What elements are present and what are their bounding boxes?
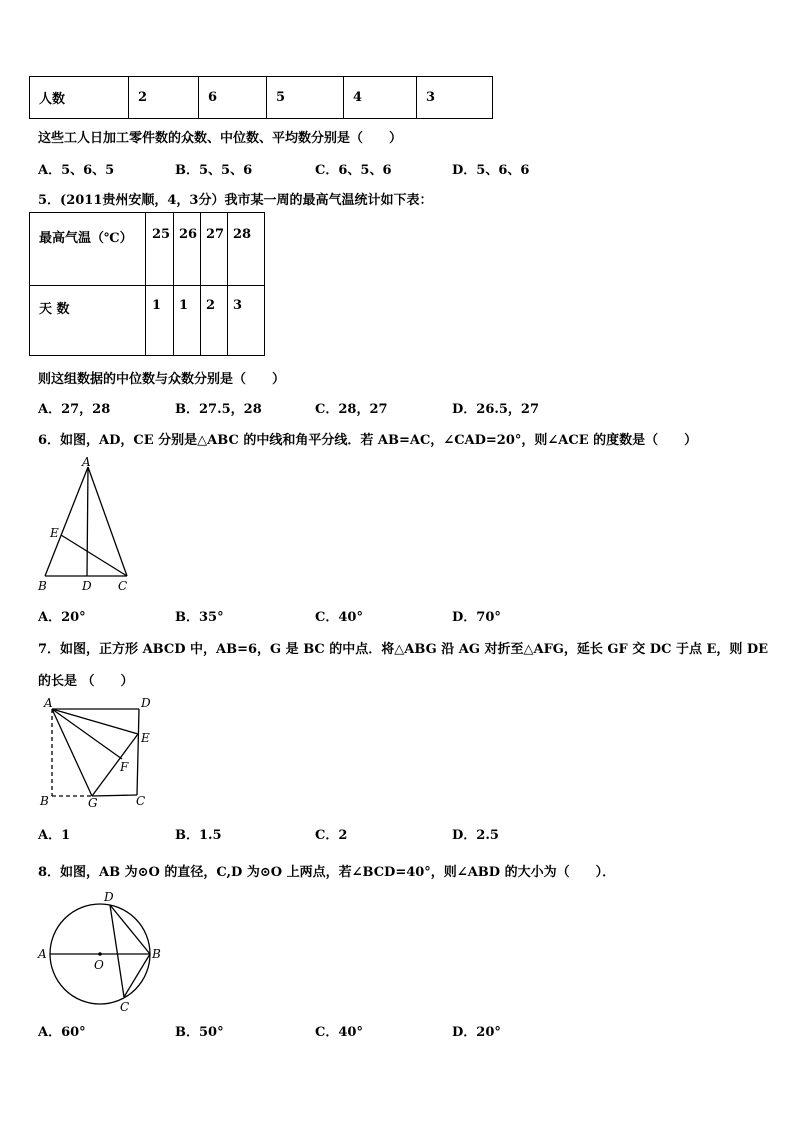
q6-option-b[interactable]: B．35°: [175, 610, 224, 625]
triangle-figure: [30, 455, 140, 595]
table-cell: 3: [417, 77, 493, 119]
point-label-b: B: [40, 794, 49, 808]
table-header-cell: 最高气温（℃）: [30, 213, 146, 286]
point-label-d: D: [141, 696, 151, 710]
q5-option-a[interactable]: A．27，28: [38, 402, 111, 417]
circle-figure: [30, 885, 170, 1020]
point-label-d: D: [82, 579, 92, 593]
q7-stem-continued: 的长是 （ ）: [38, 674, 134, 689]
table-header-cell: 26: [174, 213, 201, 286]
table-cell: 天 数: [30, 286, 146, 356]
point-label-c: C: [120, 1000, 130, 1014]
table-header-cell: 27: [201, 213, 228, 286]
q7-option-b[interactable]: B．1.5: [175, 828, 222, 843]
q4-option-c[interactable]: C．6、5、6: [315, 163, 392, 178]
point-label-c: C: [136, 794, 146, 808]
table-cell: 4: [344, 77, 417, 119]
point-label-b: B: [152, 947, 161, 961]
q8-option-d[interactable]: D．20°: [452, 1025, 501, 1040]
point-label-o: O: [94, 958, 104, 972]
q6-option-a[interactable]: A．20°: [38, 610, 86, 625]
table-cell: 1: [146, 286, 174, 356]
point-label-b: B: [38, 579, 47, 593]
temperature-table: [29, 212, 265, 356]
table-cell: 5: [267, 77, 344, 119]
point-label-f: F: [120, 760, 129, 774]
table-header-cell: 25: [146, 213, 174, 286]
q7-option-c[interactable]: C．2: [315, 828, 348, 843]
q5-option-b[interactable]: B．27.5，28: [175, 402, 262, 417]
q6-option-d[interactable]: D．70°: [452, 610, 501, 625]
q6-option-c[interactable]: C．40°: [315, 610, 363, 625]
point-label-d: D: [104, 890, 114, 904]
point-label-e: E: [50, 526, 59, 540]
q8-option-c[interactable]: C．40°: [315, 1025, 363, 1040]
q7-option-a[interactable]: A．1: [38, 828, 71, 843]
table-header-cell: 28: [228, 213, 265, 286]
q4-option-d[interactable]: D．5、6、6: [452, 163, 530, 178]
point-label-a: A: [82, 455, 91, 469]
q8-option-a[interactable]: A．60°: [38, 1025, 86, 1040]
q4-option-a[interactable]: A．5、6、5: [38, 163, 115, 178]
q8-stem: 8．如图，AB 为⊙O 的直径，C,D 为⊙O 上两点，若∠BCD=40°，则∠ABD 的大小为（ ）．: [38, 865, 616, 880]
workers-table: [29, 76, 493, 119]
q7-option-d[interactable]: D．2.5: [452, 828, 499, 843]
q8-option-b[interactable]: B．50°: [175, 1025, 224, 1040]
q7-stem: 7．如图，正方形 ABCD 中，AB=6，G 是 BC 的中点．将△ABG 沿 AG 对折至△AFG，延长 GF 交 DC 于点 E，则 DE: [38, 642, 769, 657]
q5-option-d[interactable]: D．26.5，27: [452, 402, 540, 417]
q5-stem: 5．(2011贵州安顺，4，3分）我市某一周的最高气温统计如下表：: [38, 193, 433, 208]
table-cell: 2: [129, 77, 199, 119]
square-figure: [30, 695, 160, 810]
table-cell: 2: [201, 286, 228, 356]
point-label-a: A: [38, 947, 47, 961]
table-cell: 人数: [30, 77, 129, 119]
table-cell: 3: [228, 286, 265, 356]
q5-question: 则这组数据的中位数与众数分别是（ ）: [38, 372, 286, 387]
table-cell: 1: [174, 286, 201, 356]
point-label-e: E: [141, 731, 150, 745]
table-cell: 6: [199, 77, 267, 119]
q6-stem: 6．如图，AD，CE 分别是△ABC 的中线和角平分线．若 AB=AC，∠CAD=20°，则∠ACE 的度数是（ ）: [38, 433, 698, 448]
q4-option-b[interactable]: B．5、5、6: [175, 163, 253, 178]
q5-option-c[interactable]: C．28，27: [315, 402, 388, 417]
q4-stem: 这些工人日加工零件数的众数、中位数、平均数分别是（ ）: [38, 131, 403, 146]
point-label-c: C: [118, 579, 128, 593]
point-label-a: A: [44, 696, 53, 710]
point-label-g: G: [88, 796, 98, 810]
